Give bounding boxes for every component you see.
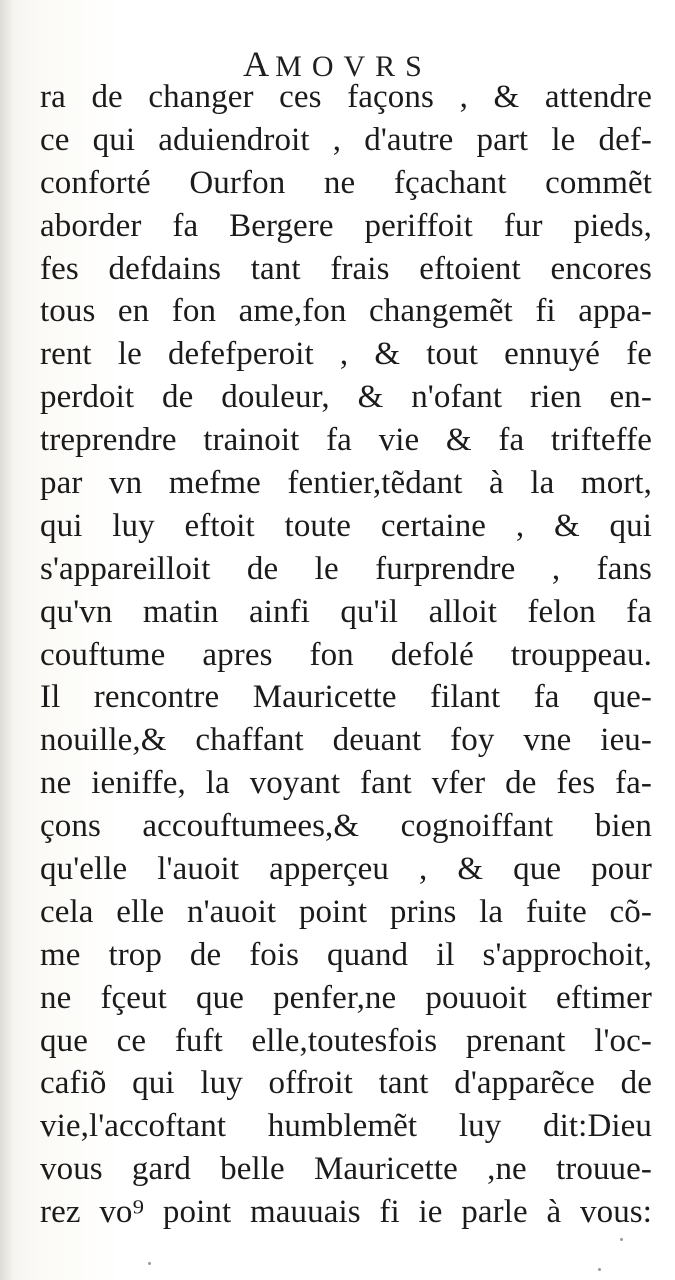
text-line: rent le defefperoit , & tout ennuyé fe — [40, 336, 652, 373]
text-line: que ce fuft elle,toutesfois prenant l'oc- — [40, 1022, 652, 1059]
text-line: par vn mefme fentier,tẽdant à la mort, — [40, 465, 652, 502]
text-line: perdoit de douleur, & n'ofant rien en- — [40, 379, 652, 416]
paper-speck — [148, 1262, 151, 1265]
text-line: qu'elle l'auoit apperçeu , & que pour — [40, 851, 652, 888]
text-line: cafiõ qui luy offroit tant d'apparẽce de — [40, 1065, 652, 1102]
text-line: cela elle n'auoit point prins la fuite cõ- — [40, 893, 652, 930]
text-line: me trop de fois quand il s'approchoit, — [40, 936, 652, 973]
gutter-shadow — [0, 0, 14, 1280]
text-line: Il rencontre Mauricette filant fa que- — [40, 679, 652, 716]
text-line: ra de changer ces façons , & attendre — [40, 79, 652, 115]
running-head-rest: MOVRS — [275, 50, 432, 83]
text-line: aborder fa Bergere periffoit fur pieds, — [40, 207, 652, 244]
text-line: rez vo⁹ point mauuais fi ie parle à vous: — [40, 1194, 652, 1231]
text-line: s'appareilloit de le furprendre , fans — [40, 550, 652, 587]
text-line: vie,l'accoftant humblemẽt luy dit:Dieu — [40, 1108, 652, 1145]
text-line: couftume apres fon defolé trouppeau. — [40, 636, 652, 673]
text-line: vous gard belle Mauricette ,ne trouue- — [40, 1151, 652, 1188]
text-line: treprendre trainoit fa vie & fa trifteffe — [40, 422, 652, 459]
text-line: ne ieniffe, la voyant fant vfer de fes fa- — [40, 765, 652, 802]
paper-speck — [620, 1238, 623, 1241]
paper-speck — [598, 1268, 601, 1271]
text-line: conforté Ourfon ne fçachant commẽt — [40, 164, 652, 201]
text-line: ne fçeut que penfer,ne pouuoit eftimer — [40, 979, 652, 1016]
body-text — [40, 76, 652, 1234]
text-line: qui luy eftoit toute certaine , & qui — [40, 507, 652, 544]
text-line: qu'vn matin ainfi qu'il alloit felon fa — [40, 593, 652, 630]
text-line: fes defdains tant frais eftoient encores — [40, 250, 652, 287]
text-line: nouille,& chaffant deuant foy vne ieu- — [40, 722, 652, 759]
text-line: çons accouftumees,& cognoiffant bien — [40, 808, 652, 845]
running-head-initial: A — [243, 44, 276, 84]
text-line: tous en fon ame,fon changemẽt fi appa- — [40, 293, 652, 330]
text-line: ce qui aduiendroit , d'autre part le def- — [40, 121, 652, 158]
